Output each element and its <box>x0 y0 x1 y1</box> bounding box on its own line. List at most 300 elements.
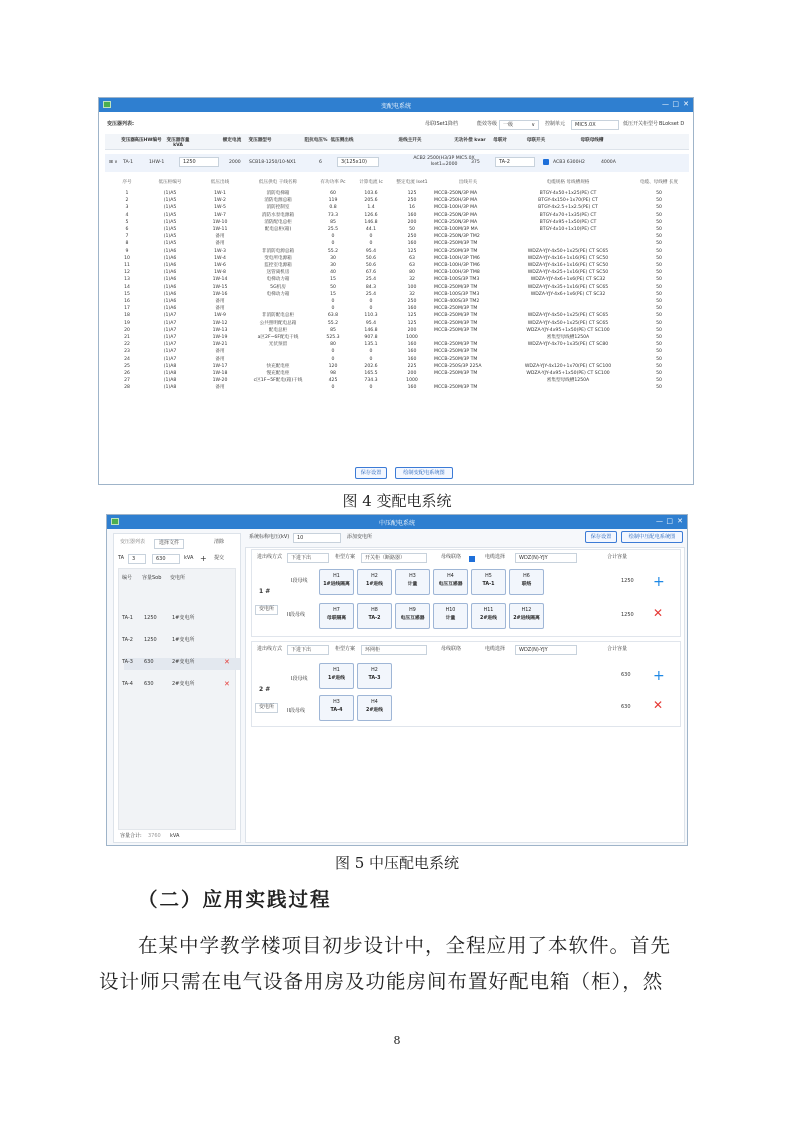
table-cell: 125 <box>407 191 417 196</box>
capacity-select[interactable]: 1250 <box>179 157 219 167</box>
new-number-input[interactable]: 3 <box>128 554 146 564</box>
table-cell: 160 <box>407 212 417 218</box>
table-cell <box>433 334 503 341</box>
table-cell: MCCB-100H/3P TM8 <box>434 270 480 276</box>
substation-name: 变电所 <box>255 703 278 713</box>
table-cell: WDZA-YJY-4x50+1x25(PE) CT SC65 <box>527 248 609 254</box>
switchgear-cell[interactable] <box>433 603 468 629</box>
table-cell: 50 <box>656 248 662 254</box>
table-cell: 200 <box>407 371 417 377</box>
switchgear-cell[interactable] <box>319 603 354 629</box>
cable-select[interactable]: WDZ(N)-YJY <box>515 645 577 655</box>
switchgear-cell[interactable] <box>357 663 392 689</box>
table-cell: 1W-2 <box>214 198 226 204</box>
table-cell <box>241 298 315 305</box>
voltage-select[interactable]: 10 <box>293 533 341 543</box>
table-cell: (1)A5 <box>163 227 177 233</box>
table-cell: 95.4 <box>365 320 377 326</box>
switchgear-cell[interactable] <box>433 569 468 595</box>
table-cell: 50 <box>656 313 662 319</box>
add-cabinet-icon[interactable]: + <box>653 574 665 590</box>
total-value: 3760 <box>148 833 161 839</box>
add-icon[interactable]: + <box>200 554 207 563</box>
table-cell: (1)A6 <box>163 255 177 261</box>
switchgear-cell-id: H8 <box>371 608 378 613</box>
table-cell: 密集型母线槽1250A <box>546 378 590 384</box>
transformer-id: TA-1 <box>123 160 134 165</box>
table-cell: (1)A8 <box>163 385 177 391</box>
inout-select[interactable]: 下进下出 <box>287 645 329 655</box>
table-cell: MCCB-250M/3P TM <box>434 320 478 326</box>
table-cell: 4 <box>125 212 129 218</box>
switchgear-cell-id: H10 <box>445 608 456 613</box>
table-cell: 50 <box>656 385 662 391</box>
table-cell: (1)A6 <box>163 284 177 290</box>
table-cell: 1W-9 <box>214 313 226 319</box>
table-row[interactable] <box>113 226 685 233</box>
table-header-cell: 整定电流 Iset1 <box>396 180 428 186</box>
table-row[interactable] <box>113 356 685 363</box>
switchgear-cell[interactable] <box>509 569 544 595</box>
unit-label: kVA <box>184 555 194 561</box>
table-row[interactable] <box>113 262 685 269</box>
switchgear-cell-label: 1#进线 <box>328 676 345 681</box>
switchgear-cell-label: 联络 <box>521 582 532 587</box>
switchgear-cell[interactable] <box>395 569 430 595</box>
minimize-icon[interactable]: — <box>662 100 669 108</box>
transformer-header-cell: 母联开关 <box>526 138 546 143</box>
table-cell: 非消防配电总柜 <box>261 313 295 319</box>
rated-current: 2000 <box>229 160 241 165</box>
table-cell: 0 <box>331 349 335 355</box>
table-cell: 1W-11 <box>212 227 228 233</box>
switchgear-cell[interactable] <box>509 603 544 629</box>
draw-mv-diagram-button[interactable]: 绘制中压配电系统图 <box>621 531 683 543</box>
table-cell: 送管离机房 <box>266 270 290 276</box>
table-cell: (1)A6 <box>163 291 177 297</box>
remove-cabinet-icon[interactable]: ✕ <box>653 698 664 712</box>
table-cell: 50 <box>656 234 662 240</box>
table-cell: MCCB-250M/3P TM <box>434 241 478 247</box>
table-cell: (1)A8 <box>163 363 177 369</box>
transformer-list-label: 变压器列表: <box>107 121 135 127</box>
table-cell: 0 <box>369 234 373 240</box>
transformer-item-sub: 2#变电所 <box>172 659 195 665</box>
table-cell: 525.3 <box>326 335 340 341</box>
lv-model-label: 低压开关柜型号 <box>623 121 659 127</box>
col-header-id: 编号 <box>122 575 133 581</box>
table-cell: 50 <box>656 277 662 283</box>
table-cell: 5G机房 <box>270 284 286 290</box>
switchgear-cell[interactable] <box>319 569 354 595</box>
lv-model-value[interactable]: BLokset D <box>659 121 685 127</box>
energy-label: 能效等级 <box>477 121 498 127</box>
table-cell: MCCB-100M/3P MA <box>434 227 478 233</box>
table-cell: BTGY-4x95+1x50(PE) CT <box>539 219 597 225</box>
table-cell: 30 <box>330 263 336 269</box>
table-row[interactable] <box>113 363 685 370</box>
table-cell: 50 <box>656 263 662 269</box>
table-cell: 0 <box>369 241 373 247</box>
table-row[interactable] <box>113 370 685 377</box>
transformer-header-cell: 变压器容量 kVA <box>166 138 190 149</box>
table-cell: 快充配电柜 <box>266 363 290 369</box>
switchgear-cell[interactable] <box>395 603 430 629</box>
table-cell: 25 <box>124 363 130 369</box>
table-header-cell: 电缆、母线槽 长度 <box>639 180 679 186</box>
table-cell: 30 <box>330 255 336 261</box>
table-cell <box>241 356 315 363</box>
table-cell: 备用 <box>215 356 225 362</box>
switchgear-cell-id: H5 <box>485 574 492 579</box>
table-cell: 67.6 <box>365 270 377 276</box>
table-cell: MCCB-400S/3P TM2 <box>434 299 480 305</box>
table-cell: 50 <box>656 255 662 261</box>
table-cell: 备用 <box>215 299 225 305</box>
switchgear-cell[interactable] <box>471 603 506 629</box>
table-cell: 63.8 <box>327 313 339 319</box>
table-cell: 120 <box>328 363 338 369</box>
switchgear-cell-label: TA-3 <box>368 676 381 681</box>
section-2-capacity: 630 <box>621 704 631 710</box>
table-cell: MCCB-100H/3P TM6 <box>434 255 480 261</box>
table-cell: 110.3 <box>364 313 378 319</box>
table-cell: 80 <box>330 342 336 348</box>
draw-substation-diagram-button[interactable]: 绘制变配电系统图 <box>395 467 453 479</box>
table-cell: 165.5 <box>364 371 378 377</box>
switchgear-cell-id: H4 <box>371 700 378 705</box>
delete-icon[interactable]: ✕ <box>224 658 230 666</box>
table-row[interactable] <box>113 348 685 355</box>
table-cell: 250 <box>407 198 417 204</box>
table-header-cell: 电缆规格 母线槽规格 <box>546 180 590 186</box>
table-cell: 1W-1 <box>214 191 226 196</box>
table-cell: MCCB-250M/3P TM <box>434 342 478 348</box>
save-settings-button[interactable]: 保存设置 <box>585 531 617 543</box>
switchgear-cell[interactable] <box>319 695 354 721</box>
table-row[interactable] <box>113 341 685 348</box>
window-titlebar <box>107 515 687 529</box>
table-cell: WDZA-YJY-4x16+1x16(PE) CT SC50 <box>527 255 609 261</box>
table-cell: MCCB-250S/3P 225A <box>434 363 482 369</box>
switchgear-cell-id: H3 <box>333 700 340 705</box>
table-row[interactable] <box>113 255 685 262</box>
table-cell: 160 <box>407 306 417 312</box>
table-row[interactable] <box>113 190 685 197</box>
table-cell: MCCB-250N/3P TM2 <box>434 234 480 240</box>
transformer-header-cell: 高压HW编号 <box>134 138 162 143</box>
table-cell: WDZA-YJY-4x6+1x6(PE) CT SC32 <box>530 277 606 283</box>
table-cell: 1W-5 <box>214 205 226 211</box>
paragraph-line-1: 在某中学教学楼项目初步设计中，全程应用了本软件。首先 <box>138 934 672 957</box>
table-cell: 50 <box>656 320 662 326</box>
switchgear-cell-label: 2#进线 <box>480 616 497 621</box>
transformer-header-cell: 进线主开关 <box>398 138 422 143</box>
switchgear-cell-label: 2#进线 <box>366 708 383 713</box>
transformer-item-id: TA-2 <box>122 637 133 643</box>
table-cell: 公共照明配电总箱 <box>259 320 297 326</box>
table-cell: 5 <box>125 219 129 225</box>
switchgear-cell[interactable] <box>357 695 392 721</box>
table-row[interactable] <box>113 248 685 255</box>
switchgear-cell-id: H1 <box>333 668 340 673</box>
table-cell: 50 <box>656 378 662 384</box>
table-row[interactable] <box>113 284 685 291</box>
add-substation-button[interactable]: 添加变电所 <box>347 534 373 540</box>
table-cell: 425 <box>328 378 338 384</box>
table-cell: 电梯动力箱 <box>266 291 290 297</box>
table-cell: BTGY-4x70+1x35(PE) CT <box>539 212 597 218</box>
new-capacity-input[interactable]: 630 <box>152 554 180 564</box>
cable-label: 电缆选择 <box>485 646 506 652</box>
table-cell: 50 <box>656 291 662 297</box>
table-row[interactable] <box>113 320 685 327</box>
switchgear-cell[interactable] <box>471 569 506 595</box>
minimize-icon[interactable]: — <box>656 517 663 525</box>
remove-cabinet-icon[interactable]: ✕ <box>653 606 664 620</box>
table-row[interactable] <box>113 233 685 240</box>
transformer-header-cell: 额定电流 <box>222 138 242 143</box>
table-cell: 23 <box>124 349 130 355</box>
table-cell: 125 <box>407 313 417 319</box>
table-row[interactable] <box>113 384 685 391</box>
table-cell: 光伏预留 <box>268 342 288 348</box>
switchgear-cell-label: TA-4 <box>330 708 343 713</box>
reactive-comp: 375 <box>471 160 480 165</box>
table-cell: 84.3 <box>365 284 377 290</box>
switchgear-cell[interactable] <box>357 603 392 629</box>
transformer-item-cap: 1250 <box>144 637 157 643</box>
table-cell: 50 <box>656 306 662 312</box>
table-cell: 1W-14 <box>212 277 228 283</box>
table-cell: (1)A8 <box>163 371 177 377</box>
table-row[interactable] <box>113 327 685 334</box>
inout-select[interactable]: 下进下出 <box>287 553 329 563</box>
select-file-button[interactable]: 选择文件 <box>154 539 184 549</box>
switchgear-cell-id: H7 <box>333 608 340 613</box>
cabinet-select[interactable]: 环网柜 <box>361 645 427 655</box>
table-cell: 11 <box>124 263 130 269</box>
total-unit: kVA <box>170 833 180 839</box>
table-cell: 50 <box>656 342 662 348</box>
transformer-header-cell: 母联母线槽 <box>580 138 604 143</box>
table-cell: (1)A5 <box>163 219 177 225</box>
table-cell: 25.4 <box>365 291 377 297</box>
table-cell: 40 <box>330 270 336 276</box>
table-cell: 16 <box>124 299 130 305</box>
table-cell: 15 <box>330 291 336 297</box>
table-cell: 19 <box>124 320 130 326</box>
table-cell: 250 <box>407 234 417 240</box>
table-row[interactable] <box>113 276 685 283</box>
table-cell: WDZA-YJY-4x25+1x16(PE) CT SC50 <box>527 270 609 276</box>
transformer-header-cell: 无功补偿 kvar <box>454 138 486 143</box>
table-cell: BTGY-4x10+1x10(PE) CT <box>539 227 597 233</box>
table-cell: MCCB-250M/3P TM <box>434 371 478 377</box>
energy-select[interactable]: 一级 ∨ <box>499 120 539 130</box>
table-row[interactable] <box>113 305 685 312</box>
table-cell: 734.3 <box>364 378 378 384</box>
table-cell: 1W-7 <box>214 212 226 218</box>
table-cell: 备用 <box>215 306 225 312</box>
substation-number: 1 # <box>259 588 271 595</box>
total-capacity-label: 合计容量 <box>607 646 628 652</box>
table-row[interactable] <box>113 298 685 305</box>
switchgear-cell-label: 2#进线隔离 <box>513 616 540 621</box>
table-cell: 6 <box>125 227 129 233</box>
table-cell: 135.1 <box>364 342 378 348</box>
table-cell: 160 <box>407 241 417 247</box>
table-cell: BTGY-4x2.5+1x2.5(PE) CT <box>538 205 598 211</box>
table-cell: MCCB-250M/3P TM <box>434 349 478 355</box>
add-cabinet-icon[interactable]: + <box>653 668 665 684</box>
table-row[interactable] <box>113 197 685 204</box>
table-cell: 1W-17 <box>212 363 228 369</box>
close-icon[interactable]: ✕ <box>677 517 683 525</box>
table-cell: MCCB-250M/3P TM <box>434 306 478 312</box>
table-cell: (1)A7 <box>163 313 177 319</box>
table-row[interactable] <box>113 377 685 384</box>
switchgear-cell[interactable] <box>319 663 354 689</box>
submit-button[interactable]: 提交 <box>214 555 225 561</box>
table-cell: 备用 <box>215 349 225 355</box>
section-2-capacity: 1250 <box>621 612 634 618</box>
bus-tie-checkbox[interactable] <box>469 556 475 562</box>
table-cell: 50 <box>656 198 662 204</box>
paragraph-line-2: 设计师只需在电气设备用房及功能房间布置好配电箱（柜），然 <box>99 970 664 993</box>
maximize-icon[interactable]: □ <box>672 100 679 108</box>
switchgear-cell-label: 1#进线 <box>366 582 383 587</box>
table-cell: 0 <box>369 385 373 391</box>
table-cell: WDZA-YJY-4x95+1x50(PE) CT SC100 <box>526 371 610 377</box>
table-cell: (1)A7 <box>163 327 177 333</box>
table-cell: 146.8 <box>364 219 378 225</box>
page-number: 8 <box>393 1034 401 1047</box>
transformer-header-cell: 低压侧出线 <box>330 138 354 143</box>
table-cell: 1W-19 <box>212 335 228 341</box>
table-cell <box>503 298 633 305</box>
table-row[interactable] <box>113 204 685 211</box>
maximize-icon[interactable]: □ <box>666 517 673 525</box>
save-settings-button[interactable]: 保存设置 <box>355 467 387 479</box>
table-header-cell: 低压柜编号 <box>158 180 182 186</box>
cabinet-select[interactable]: 开关柜（断路器） <box>361 553 427 563</box>
clear-button[interactable]: 清除 <box>214 539 225 545</box>
table-cell: WDZA-YJY-4x95+1x50(PE) CT SC100 <box>526 327 610 333</box>
delete-icon[interactable]: ✕ <box>224 680 230 688</box>
switchgear-cell[interactable] <box>357 569 392 595</box>
bus-section-2-label: II段母线 <box>287 612 305 618</box>
table-cell: 50 <box>656 327 662 333</box>
table-cell: 26 <box>124 371 130 377</box>
table-cell: 1W-6 <box>214 263 226 269</box>
table-row[interactable] <box>113 219 685 226</box>
table-cell: (1)A6 <box>163 306 177 312</box>
table-cell: 1W-3 <box>214 248 226 254</box>
tie-pair-select[interactable]: TA-2 <box>495 157 535 167</box>
col-header-capacity: 容量Sob <box>142 575 162 581</box>
cabinet-label: 柜型方案 <box>335 646 356 652</box>
table-cell: 1W-4 <box>214 255 226 261</box>
control-select[interactable]: MIC5.0X <box>571 120 619 130</box>
table-row[interactable] <box>113 212 685 219</box>
switchgear-cell-id: H12 <box>521 608 532 613</box>
table-cell: 0 <box>331 234 335 240</box>
bus-section-1-label: I段母线 <box>291 676 308 682</box>
section-1-capacity: 630 <box>621 672 631 678</box>
table-cell: 160 <box>407 342 417 348</box>
table-cell: 1W-16 <box>212 291 228 297</box>
table-cell: 变电所电源箱 <box>264 255 292 261</box>
table-row[interactable] <box>113 334 685 341</box>
table-cell <box>503 240 633 247</box>
table-cell: MCCB-250N/3P MA <box>434 219 478 225</box>
impedance: 6 <box>319 160 322 165</box>
table-cell: 50.6 <box>365 255 377 261</box>
voltage-label: 系统标称电压(kV) <box>249 534 290 540</box>
switchgear-cell-id: H4 <box>447 574 454 579</box>
table-cell: 95.4 <box>365 248 377 254</box>
switchgear-cell-id: H9 <box>409 608 416 613</box>
table-header-row <box>113 176 685 190</box>
outgoing-circuit-table <box>113 176 685 392</box>
table-cell: 3 <box>125 205 129 211</box>
table-cell: 非消防电源总箱 <box>261 248 295 254</box>
table-cell: (1)A5 <box>163 198 177 204</box>
table-cell: (1)A7 <box>163 349 177 355</box>
table-cell: 9 <box>125 248 129 254</box>
table-cell: (1)A7 <box>163 320 177 326</box>
lv-outlet-select[interactable]: 3(125x10) <box>337 157 379 167</box>
switchgear-cell-id: H6 <box>523 574 530 579</box>
table-cell: 消防电梯箱 <box>266 191 290 196</box>
mv-distribution-window <box>106 514 688 846</box>
table-cell: WDZA-YJY-4x6+1x6(PE) CT SC32 <box>530 291 606 297</box>
table-cell: 55.2 <box>327 248 339 254</box>
cable-label: 电缆选择 <box>485 554 506 560</box>
table-row[interactable] <box>113 291 685 298</box>
table-row[interactable] <box>113 240 685 247</box>
transformer-item-cap: 630 <box>144 659 154 665</box>
table-cell <box>503 233 633 240</box>
table-cell: 1000 <box>406 378 418 384</box>
table-cell: 125 <box>407 248 417 254</box>
tab-transformer-list[interactable]: 变压器列表 <box>120 539 146 545</box>
close-icon[interactable]: ✕ <box>683 100 689 108</box>
cable-select[interactable]: WDZ(N)-YJY <box>515 553 577 563</box>
transformer-header-cell: 母联对 <box>493 138 507 143</box>
tie-checkbox[interactable] <box>543 159 549 165</box>
table-cell: 0.8 <box>329 205 337 211</box>
table-row[interactable] <box>113 312 685 319</box>
table-cell: 50 <box>656 270 662 276</box>
table-cell: 50 <box>656 335 662 341</box>
table-cell: (1)A6 <box>163 277 177 283</box>
table-cell: 16 <box>409 205 415 211</box>
table-header-cell: 出线开关 <box>458 180 478 186</box>
cabinet-label: 柜型方案 <box>335 554 356 560</box>
transformer-item-id: TA-1 <box>122 615 133 621</box>
table-cell: 密集型母线槽1250A <box>546 335 590 341</box>
expand-icon[interactable]: ⊞ ∨ <box>109 160 118 165</box>
table-cell: MCCB-250M/3P TM <box>434 313 478 319</box>
table-cell: 1 <box>125 191 129 196</box>
table-cell <box>241 233 315 240</box>
table-row[interactable] <box>113 269 685 276</box>
table-cell: 0 <box>369 356 373 362</box>
table-cell: 50 <box>656 299 662 305</box>
table-cell: 119 <box>328 198 338 204</box>
